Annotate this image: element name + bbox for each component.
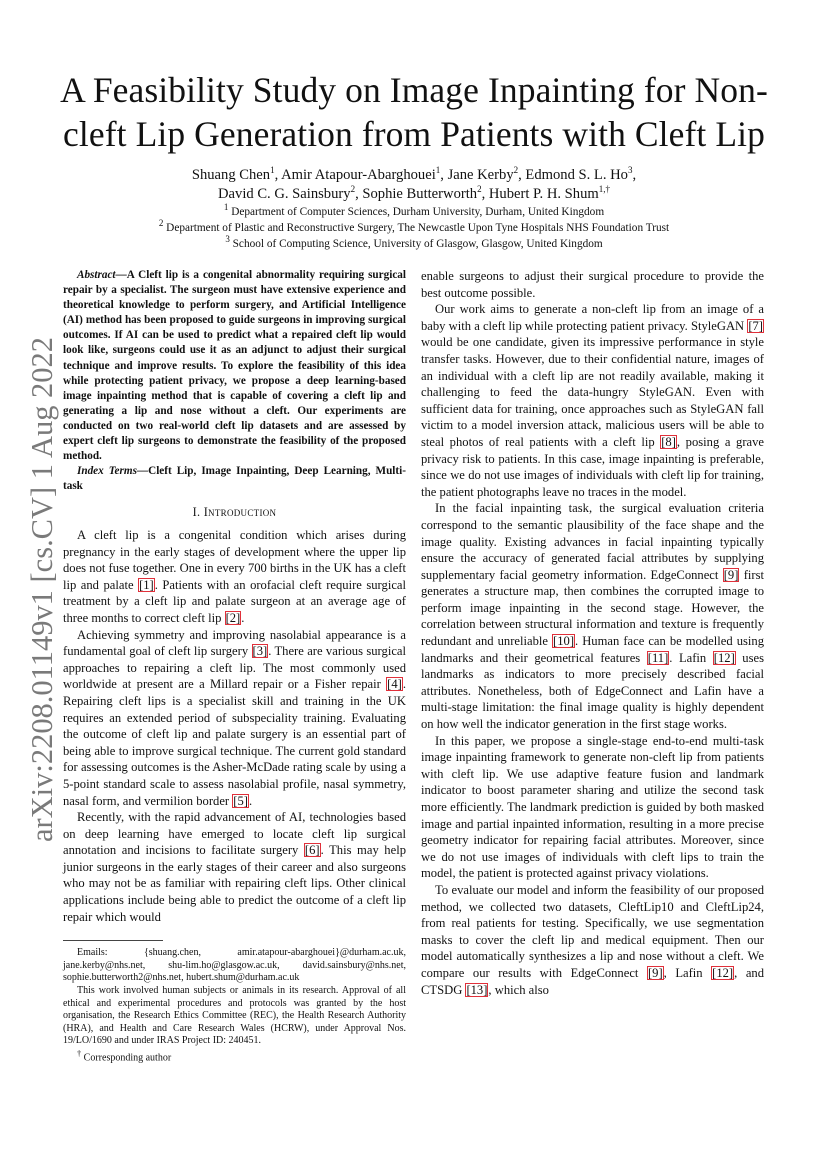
author-list: Shuang Chen$^1$, Amir Atapour-Abarghouei$^1$, Jane Kerby$^2$, Edmond S. L. Ho$^3$, David C. G. Sainsbury$^2$, Sophie Butterworth$^2$, Hubert P. H. Shum$^{1,\dagger}$ xyxy=(191,165,637,202)
author-sup: 2 xyxy=(477,184,482,195)
author-sup: 2 xyxy=(513,165,519,176)
author-name: Jane Kerby xyxy=(447,167,514,183)
affiliation-sup: 2 xyxy=(158,218,164,229)
footnote-corresponding: † Corresponding author xyxy=(77,1049,172,1064)
citation-link[interactable]: [5] xyxy=(233,793,248,808)
paragraph: Achieving symmetry and improving nasolabial appearance is a fundamental goal of cleft lip surgery [3]. There are various surgical approaches to repairing a cleft lip. The most commonly used worldwide at present are a Millard repair or a Fisher repair [4]. Repairing cleft lips is a specialist skill and training in the UK requires an extended period of subspeciality training. Evaluating the outcome of cleft lip and palate surgery is an essential part of being able to improve surgical technique. The current gold standard for assessing outcomes is the Asher-McDade rating scale by using a 5-point standard scale to assess nasolabial profile, nasal symmetry, nasal form, and vermilion border [5]. xyxy=(63,627,407,808)
author-name: Shuang Chen xyxy=(191,167,271,183)
section-title: Introduction xyxy=(203,505,277,520)
footnote-rule xyxy=(63,940,163,941)
section-number: I. xyxy=(192,505,204,520)
paper-title xyxy=(60,68,768,156)
arxiv-stamp-text: arXiv:2208.01149v1 [cs.CV] 1 Aug 2022 xyxy=(25,336,59,842)
paragraph: Recently, with the rapid advancement of AI, technologies based on deep learning have emerged to locate cleft lip surgical annotation and incisions to facilitate surgery [6]. This may help junior surgeons in the early stages of their career and also surgeons who may not be as familiar with repairing cleft lips. Other clinical applications include being able to predict the outcome of a cleft lip repair which would xyxy=(63,810,406,924)
affiliation-line xyxy=(60,220,768,236)
author-name: Hubert P. H. Shum xyxy=(488,186,599,202)
author-name: Edmond S. L. Ho xyxy=(525,167,628,183)
author-sup: 1,† xyxy=(598,184,610,195)
author-name: David C. G. Sainsbury xyxy=(218,186,351,202)
citation-link[interactable]: [12] xyxy=(712,965,734,980)
arxiv-stamp xyxy=(14,330,64,850)
paragraph: To evaluate our model and inform the feasibility of our proposed method, we collected two datasets, CleftLip10 and CleftLip24, from real patients for testing. Specifically, we use segmentation masks to cover the cleft lip and medical equipment. Then our model automatically synthesizes a lip and nose without a cleft. We compare our results with EdgeConnect [9], Lafin [12], and CTSDG [13], which also xyxy=(421,882,764,997)
title-line-1: A Feasibility Study on Image Inpainting for Non- xyxy=(60,70,768,110)
author-sup: 3 xyxy=(627,165,633,176)
citation-link[interactable]: [12] xyxy=(713,650,735,665)
paragraph: enable surgeons to adjust their surgical procedure to provide the best outcome possible. xyxy=(421,269,764,300)
paragraph: In the facial inpainting task, the surgical evaluation criteria correspond to the semantic plausibility of the face shape and the image quality. Existing advances in facial inpainting typically ensure the accuracy of generated facial attributes by supplying supplementary facial geometry information. EdgeConnect [9] first generates a structure map, then combines the corrupted image to perform image inpainting in the second stage. However, the correlation between structural information and texture is frequently redundant and unreliable [10]. Human face can be modelled using landmarks and their geometrical features [11]. Lafin [12] uses landmarks as indicators to more precisely described facial attributes. Nonetheless, both of EdgeConnect and Lafin have a multi-stage limitation: the final image quality is highly dependent on how well the indicator generation in the first stage works. xyxy=(421,501,764,732)
affiliation-sup: 3 xyxy=(225,234,230,245)
index-terms xyxy=(63,464,406,494)
section-heading xyxy=(63,504,406,521)
footnote-ethics: This work involved human subjects or animals in its research. Approval of all ethical and experimental procedures and protocols was granted by the host organisation, the Research Ethics Committee (REC), the Health Research Authority (HRA), and Health and Care Research Wales (HCRW), under Approval Nos. 19/LO/1690 and under IRAS Project ID: 240451. xyxy=(63,985,406,1047)
citation-link[interactable]: [2] xyxy=(225,610,241,625)
author-sup: 1 xyxy=(270,165,275,176)
affiliation-sup: 1 xyxy=(223,202,229,213)
abstract-label: Abstract xyxy=(77,269,116,281)
index-terms-label: Index Terms xyxy=(77,465,137,478)
dagger-mark: † xyxy=(77,1049,82,1058)
paragraph: In this paper, we propose a single-stage end-to-end multi-task image inpainting framework to generate non-cleft lip from patients with cleft lip. We use adaptive feature fusion and landmark indicator to boost parameter sharing and utilize the second task more efficiently. The landmark prediction is guided by both masked image and partial inpainted information, resulting in a more precise geometry indicator for repairing facial attributes. Moreover, since we do not use images of individuals with cleft lips to train the model, the patient is protected against privacy violations. xyxy=(421,733,764,881)
author-name: Sophie Butterworth xyxy=(362,186,478,202)
affiliation-text: Department of Plastic and Reconstructive Surgery, The Newcastle Upon Tyne Hospitals NHS Foundation Trust xyxy=(166,222,670,234)
paragraph: A cleft lip is a congenital condition which arises during pregnancy in the early stages of development where the upper lip does not fuse together. One in every 700 births in the UK has a cleft lip and palate [1]. Patients with an orofacial cleft require surgical treatment by a cleft lip and palate surgeon at an average age of three months to correct cleft lip [2]. xyxy=(63,528,406,625)
citation-link[interactable]: [9] xyxy=(723,567,739,582)
footnote-emails: Emails: {shuang.chen, amir.atapour-abarghouei}@durham.ac.uk, jane.kerby@nhs.net, shu-lim.ho@glasgow.ac.uk, david.sainsbury@nhs.net, sophie.butterworth2@nhs.net, hubert.shum@durham.ac.uk xyxy=(63,947,406,984)
author-sup: 1 xyxy=(435,165,441,176)
citation-link[interactable]: [13] xyxy=(466,982,488,997)
affiliation-text: Department of Computer Sciences, Durham University, Durham, United Kingdom xyxy=(231,206,605,218)
affiliation-line xyxy=(60,204,768,220)
paragraph: Our work aims to generate a non-cleft lip from an image of a baby with a cleft lip while protecting patient privacy. StyleGAN [7] would be one candidate, given its impressive performance in style transfer tasks. However, due to their confidential nature, images of an individual with a cleft lip are not readily available, making it challenging to feed the data-hungry StyleGAN. Even with sufficient data for training, once approaches such as StyleGAN fall victim to a model inversion attack, malicious users will be able to steal photos of real patients with a cleft lip [8], posing a grave privacy risk to patients. In this case, image inpainting is preferable, since we do not use images of individuals with cleft lip for training, the patient photographs leave no traces in the model. xyxy=(421,302,764,499)
citation-link[interactable]: [7] xyxy=(748,318,763,333)
citation-link[interactable]: [1] xyxy=(139,577,154,592)
citation-link[interactable]: [9] xyxy=(647,965,663,980)
author-sup: 2 xyxy=(350,184,356,195)
abstract-text: —A Cleft lip is a congenital abnormality requiring surgical repair by a specialist. The surgeon must have extensive experience and theoretical knowledge to perform surgery, and Artificial Intelligence (AI) method has been proposed to guide surgeons in improving surgical outcomes. If AI can be used to predict what a repaired cleft lip would look like, surgeons could use it as an adjunct to adjust their surgical technique and improve results. To explore the feasibility of this idea while protecting patient privacy, we propose a deep learning-based image inpainting method that is capable of covering a cleft lip and generating a lip and nose without a cleft. Our experiments are conducted on two real-world cleft lip datasets and are assessed by expert cleft lip surgeons to demonstrate the feasibility of the proposed method. xyxy=(63,269,406,463)
citation-link[interactable]: [3] xyxy=(252,644,268,659)
citation-link[interactable]: [6] xyxy=(304,843,320,858)
citation-link[interactable]: [8] xyxy=(661,434,676,449)
left-column xyxy=(63,268,406,1065)
citation-link[interactable]: [4] xyxy=(387,677,402,692)
affiliation-list xyxy=(60,204,768,252)
citation-link[interactable]: [10] xyxy=(553,634,575,649)
citation-link[interactable]: [11] xyxy=(647,650,669,665)
title-line-2: cleft Lip Generation from Patients with Cleft Lip xyxy=(63,114,765,154)
author-name: Amir Atapour-Abarghouei xyxy=(281,167,436,183)
affiliation-text: School of Computing Science, University of Glasgow, Glasgow, United Kingdom xyxy=(232,238,603,250)
abstract xyxy=(63,268,406,464)
index-terms-text: —Cleft Lip, Image Inpainting, Deep Learning, Multi-task xyxy=(63,465,406,493)
right-column xyxy=(421,268,764,998)
affiliation-line xyxy=(60,236,768,252)
